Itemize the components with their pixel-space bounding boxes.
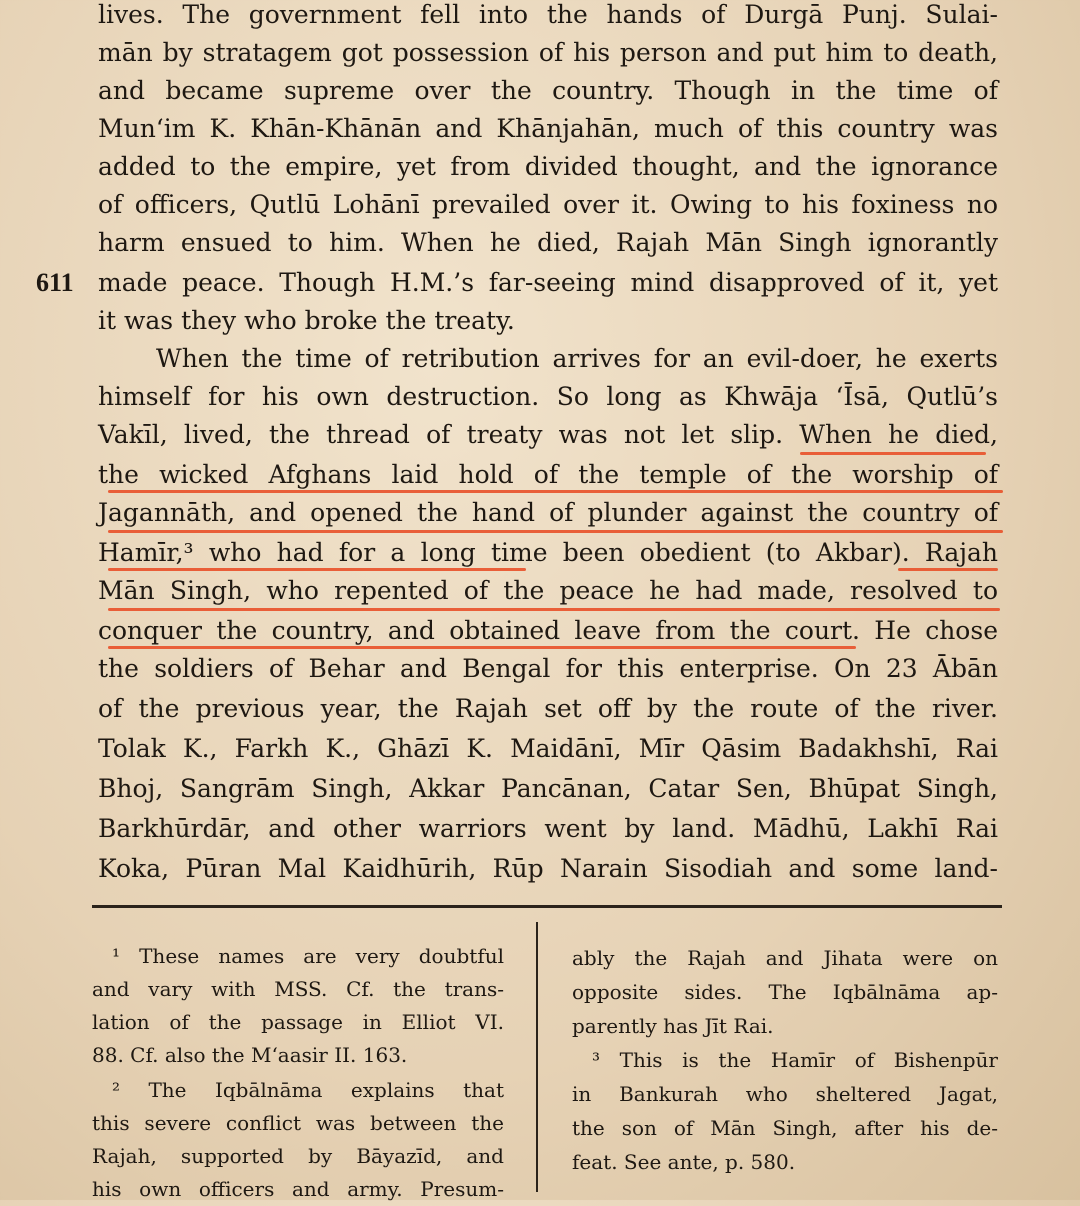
body-line: Hamīr,³ who had for a long time been obedient (to Akbar). Rajah xyxy=(98,538,998,567)
footnote-line: this severe conflict was between the xyxy=(92,1111,504,1135)
footnote-line: Rajah, supported by Bāyazīd, and xyxy=(92,1144,504,1168)
body-line: Jagannāth, and opened the hand of plunder against the country of xyxy=(98,498,998,527)
pen-underline xyxy=(108,490,1003,493)
footnote-line: and vary with MSS. Cf. the trans- xyxy=(92,977,504,1001)
pen-underline xyxy=(108,608,1000,611)
body-line: himself for his own destruction. So long as Khwāja ‘Īsā, Qutlū’s xyxy=(98,382,998,411)
body-line: Bhoj, Sangrām Singh, Akkar Pancānan, Catar Sen, Bhūpat Singh, xyxy=(98,774,998,803)
body-line: the soldiers of Behar and Bengal for this enterprise. On 23 Ābān xyxy=(98,654,998,683)
footnote-line: parently has Jīt Rai. xyxy=(572,1014,774,1038)
body-line: mān by stratagem got possession of his person and put him to death, xyxy=(98,38,998,67)
body-line: Tolak K., Farkh K., Ghāzī K. Maidānī, Mīr Qāsim Badakhshī, Rai xyxy=(98,734,998,763)
body-line: Barkhūrdār, and other warriors went by land. Mādhū, Lakhī Rai xyxy=(98,814,998,843)
footnote-line: feat. See ante, p. 580. xyxy=(572,1150,796,1174)
body-line: of the previous year, the Rajah set off by the route of the river. xyxy=(98,694,998,723)
body-line: Mān Singh, who repented of the peace he had made, resolved to xyxy=(98,576,998,605)
footnote-line: ³ This is the Hamīr of Bishenpūr xyxy=(592,1048,998,1072)
pen-underline xyxy=(108,568,526,571)
footnote-line: opposite sides. The Iqbālnāma ap- xyxy=(572,980,998,1004)
body-line: lives. The government fell into the hands of Durgā Punj. Sulai- xyxy=(98,0,998,29)
body-line: Koka, Pūran Mal Kaidhūrih, Rūp Narain Sisodiah and some land- xyxy=(98,854,998,883)
footnote-line: the son of Mān Singh, after his de- xyxy=(572,1116,998,1140)
footnote-line: lation of the passage in Elliot VI. xyxy=(92,1010,504,1034)
footnote-line: ² The Iqbālnāma explains that xyxy=(112,1078,504,1102)
footnote-rule xyxy=(92,905,1002,908)
body-line: and became supreme over the country. Though in the time of xyxy=(98,76,998,105)
footnote-line: in Bankurah who sheltered Jagat, xyxy=(572,1082,998,1106)
footnote-line: 88. Cf. also the M‘aasir II. 163. xyxy=(92,1043,408,1067)
pen-underline xyxy=(898,568,998,571)
footnote-line: his own officers and army. Presum- xyxy=(92,1177,504,1201)
body-line: made peace. Though H.M.’s far-seeing mind disapproved of it, yet xyxy=(98,268,998,297)
body-line: it was they who broke the treaty. xyxy=(98,306,515,335)
footnote-line: ably the Rajah and Jihata were on xyxy=(572,946,998,970)
body-line: the wicked Afghans laid hold of the temple of the worship of xyxy=(98,460,998,489)
body-line: conquer the country, and obtained leave from the court. He chose xyxy=(98,616,998,645)
pen-underline xyxy=(108,646,856,649)
body-line: harm ensued to him. When he died, Rajah Mān Singh ignorantly xyxy=(98,228,998,257)
body-line: Mun‘im K. Khān-Khānān and Khānjahān, much of this country was xyxy=(98,114,998,143)
body-line: When the time of retribution arrives for an evil-doer, he exerts xyxy=(156,344,998,373)
body-line: added to the empire, yet from divided thought, and the ignorance xyxy=(98,152,998,181)
margin-page-number: 611 xyxy=(36,268,74,297)
pen-underline xyxy=(108,530,1003,533)
body-line: Vakīl, lived, the thread of treaty was not let slip. When he died, xyxy=(98,420,998,449)
footnote-line: ¹ These names are very doubtful xyxy=(112,944,504,968)
pen-underline xyxy=(800,452,986,455)
footnote-column-divider xyxy=(536,922,538,1192)
body-line: of officers, Qutlū Lohānī prevailed over it. Owing to his foxiness no xyxy=(98,190,998,219)
